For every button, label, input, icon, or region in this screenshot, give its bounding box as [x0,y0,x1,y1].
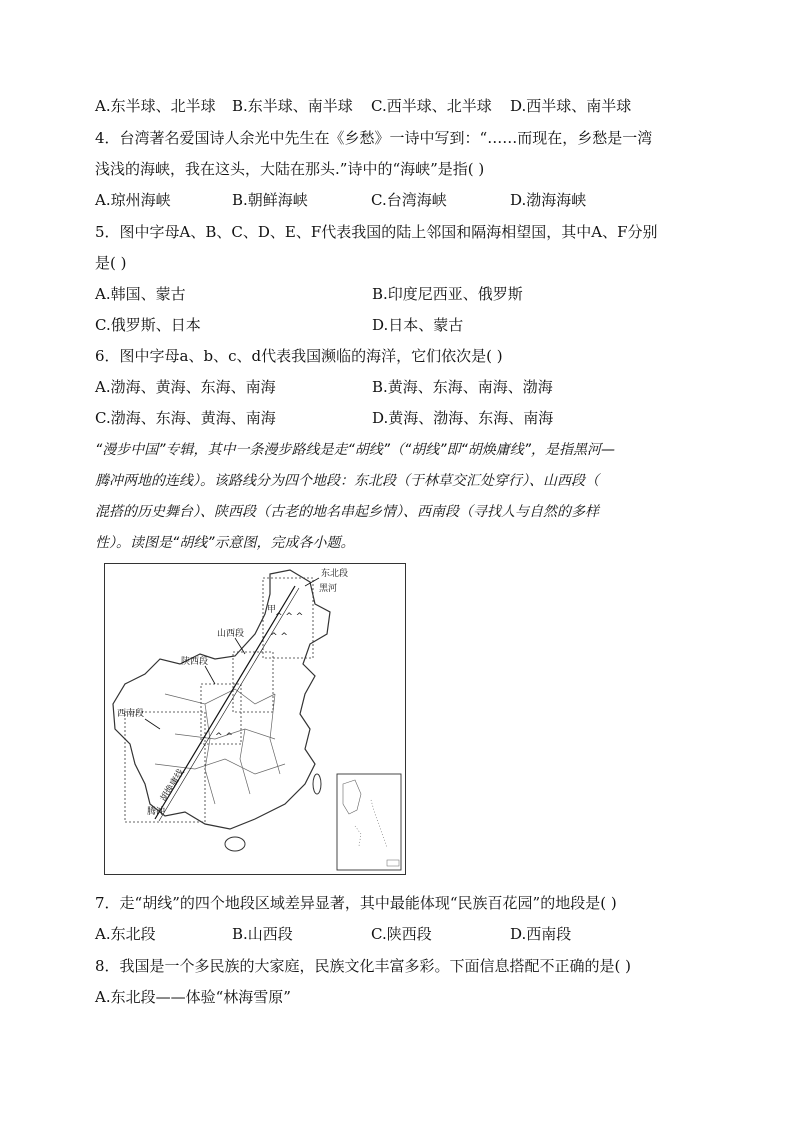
q8-stem-line1: 8．我国是一个多民族的大家庭，民族文化丰富多彩。下面信息搭配不正确的是( ) [95,957,632,975]
taiwan-island [313,774,321,794]
label-shaanxi-section: 陕西段 [181,657,209,667]
q7-option-a: A.东北段 [95,925,156,943]
q6-option-a: A.渤海、黄海、东海、南海 [95,378,276,396]
q8-option-a: A.东北段——体验“林海雪原” [95,988,291,1006]
svg-text:^ ^: ^ ^ [270,632,288,642]
q6-option-d: D.黄海、渤海、东海、南海 [372,409,554,427]
passage-line1: “漫步中国”专辑，其中一条漫步路线是走“胡线”（“胡线”即“胡焕庸线”，是指黑河— [95,442,616,458]
q7-option-b: B.山西段 [232,925,293,943]
shanxi-section-box [233,652,273,712]
hu-line-map [104,563,406,875]
q4-stem-line2: 浅浅的海峡，我在这头，大陆在那头.”诗中的“海峡”是指( ) [95,160,485,178]
q7-option-c: C.陕西段 [371,925,432,943]
forest-symbols: ^ ^ ^ [275,612,304,622]
label-southwest-section: 西南段 [117,709,145,719]
label-heihe: 黑河 [319,584,338,594]
q5-option-a: A.韩国、蒙古 [95,285,186,303]
china-outline [113,570,330,829]
passage-line3: 混搭的历史舞台）、陕西段（古老的地名串起乡情）、西南段（寻找人与自然的多样 [95,504,599,520]
q5-option-b: B.印度尼西亚、俄罗斯 [372,285,523,303]
q3-option-d: D.西半球、南半球 [510,97,632,115]
q4-option-c: C.台湾海峡 [371,191,447,209]
passage-line4: 性）。读图是“胡线”示意图，完成各小题。 [95,535,355,551]
hainan-island [225,837,245,851]
q7-option-d: D.西南段 [510,925,572,943]
q3-option-b: B.东半球、南半球 [232,97,353,115]
svg-text:^ ^: ^ ^ [215,732,233,742]
q7-stem-line1: 7．走“胡线”的四个地段区域差异显著，其中最能体现“民族百花园”的地段是( ) [95,894,617,912]
q5-stem-line2: 是( ) [95,254,127,272]
q4-option-b: B.朝鲜海峡 [232,191,308,209]
q6-option-c: C.渤海、东海、黄海、南海 [95,409,276,427]
china-map-figure [105,564,405,874]
q3-option-c: C.西半球、北半球 [371,97,492,115]
label-shanxi-section: 山西段 [217,629,245,639]
q4-stem-line1: 4．台湾著名爱国诗人余光中先生在《乡愁》一诗中写到：“……而现在，乡愁是一湾 [95,129,653,147]
south-china-sea-inset [337,774,401,870]
label-northeast-section: 东北段 [321,569,349,579]
label-tengchong: 腾冲 [147,807,166,817]
q5-option-c: C.俄罗斯、日本 [95,316,201,334]
q4-option-a: A.琼州海峡 [95,191,171,209]
label-jia: 甲 [267,605,277,615]
q3-option-a: A.东半球、北半球 [95,97,216,115]
q5-option-d: D.日本、蒙古 [372,316,464,334]
q4-option-d: D.渤海海峡 [510,191,587,209]
passage-line2: 腾冲两地的连线）。该路线分为四个地段：东北段（于林草交汇处穿行）、山西段（ [95,473,599,489]
q6-stem-line1: 6．图中字母a、b、c、d代表我国濒临的海洋，它们依次是( ) [95,347,503,365]
q6-option-b: B.黄海、东海、南海、渤海 [372,378,553,396]
q5-stem-line1: 5．图中字母A、B、C、D、E、F代表我国的陆上邻国和隔海相望国，其中A、F分别 [95,223,658,241]
label-hu-line: 胡焕庸线 [159,767,187,804]
